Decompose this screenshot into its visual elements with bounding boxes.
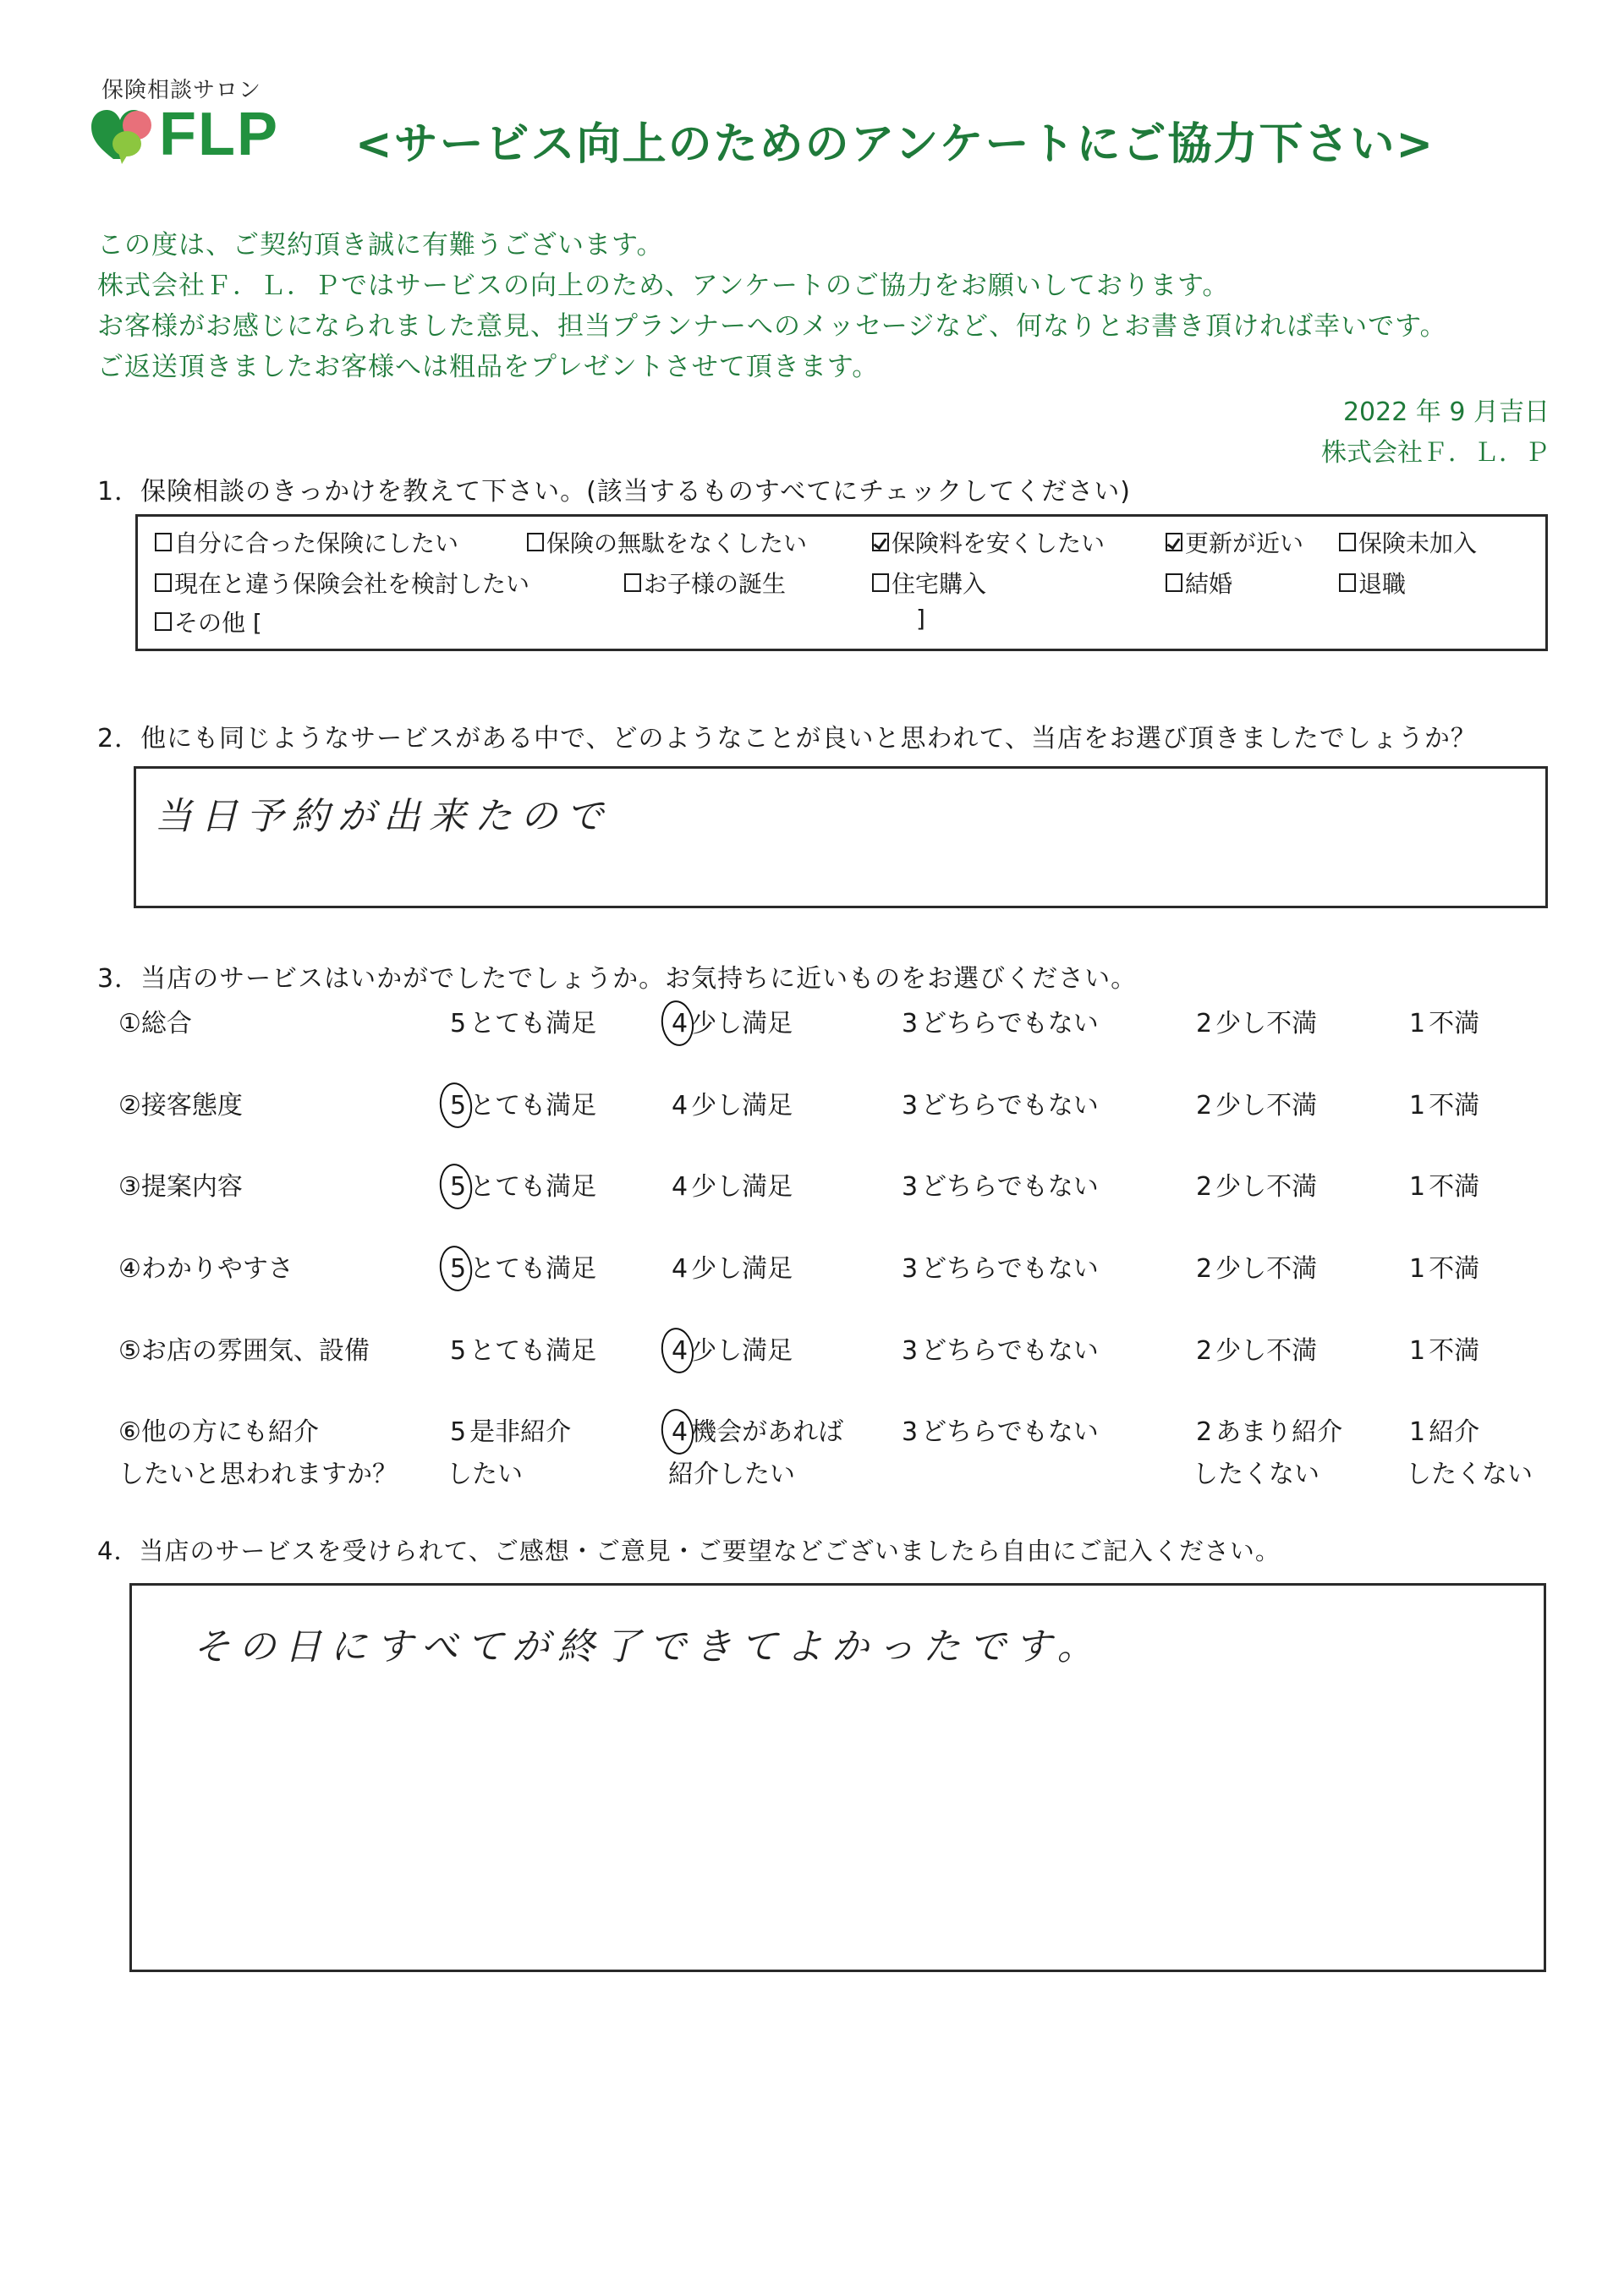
rating-text: 少し満足 (691, 1254, 793, 1284)
q3-row-label (118, 1329, 370, 1367)
q4-answer-box[interactable] (129, 1583, 1546, 1972)
q1-other-close-bracket: ] (916, 605, 925, 633)
q3-row-label (118, 1002, 192, 1039)
q1-option[interactable]: 結婚 (1166, 566, 1232, 600)
rating-option[interactable] (447, 1084, 596, 1121)
checkbox-checked-icon[interactable] (872, 533, 889, 551)
intro-line: この度は、ご契約頂き誠に有難うございます。 (97, 230, 664, 260)
rating-text: とても満足 (469, 1091, 597, 1121)
heart-logo-icon (90, 107, 157, 166)
rating-number-circled: 5 (447, 1254, 469, 1284)
rating-text: 少し満足 (691, 1009, 793, 1038)
rating-option[interactable] (1193, 1329, 1317, 1367)
rating-text: 不満 (1429, 1009, 1480, 1038)
rating-number: 3 (902, 1254, 919, 1284)
rating-number-circled: 5 (447, 1172, 469, 1202)
q2-handwritten-answer: 当日予約が出来たので (155, 795, 612, 838)
q2-answer-box[interactable] (134, 766, 1548, 908)
rating-number: 3 (902, 1417, 919, 1447)
rating-number: 1 (1409, 1417, 1426, 1447)
intro-line: お客様がお感じになられました意見、担当プランナーへのメッセージなど、何なりとお書き頂ければ幸いです。 (97, 311, 1447, 342)
rating-text: 少し不満 (1215, 1336, 1318, 1366)
q1-option[interactable]: 現在と違う保険会社を検討したい (155, 566, 529, 600)
rating-number: 3 (902, 1091, 919, 1121)
q3-row-label (118, 1084, 243, 1121)
row-label-line: ①総合 (118, 1009, 192, 1038)
checkbox-icon[interactable] (155, 573, 172, 592)
rating-number: 5 (450, 1009, 467, 1038)
checkbox-icon[interactable] (1339, 573, 1356, 592)
rating-text: 少し満足 (691, 1172, 793, 1202)
rating-option[interactable] (447, 1165, 596, 1203)
logo-subtitle: 保険相談サロン (102, 78, 262, 103)
rating-option[interactable] (898, 1002, 1099, 1039)
rating-option[interactable] (1193, 1165, 1317, 1203)
intro-line: ご返送頂きましたお客様へは粗品をプレゼントさせて頂きます。 (97, 352, 880, 382)
rating-text: どちらでもない (921, 1417, 1099, 1447)
rating-option[interactable] (447, 1247, 596, 1285)
rating-option[interactable] (1406, 1165, 1479, 1203)
q1-option[interactable]: 保険の無駄をなくしたい (527, 525, 807, 559)
row-label-line: ⑤お店の雰囲気、設備 (118, 1336, 370, 1366)
rating-option[interactable] (668, 1247, 793, 1285)
rating-option[interactable] (447, 1329, 596, 1367)
rating-number: 1 (1409, 1254, 1426, 1284)
row-label-line: ②接客態度 (118, 1091, 243, 1121)
q1-options-box (135, 514, 1548, 651)
rating-option[interactable] (898, 1247, 1099, 1285)
rating-number-circled: 4 (668, 1417, 691, 1447)
intro-line: 株式会社Ｆ．Ｌ．Ｐではサービスの向上のため、アンケートのご協力をお願いしております。 (97, 271, 1230, 301)
row-label-line: ④わかりやすさ (118, 1254, 294, 1284)
company-name: 株式会社Ｆ．Ｌ．Ｐ (1321, 438, 1550, 468)
rating-text: 少し不満 (1215, 1172, 1318, 1202)
q1-question: 1．保険相談のきっかけを教えて下さい。(該当するものすべてにチェックしてください) (97, 477, 1131, 507)
row-label-line: ③提案内容 (118, 1172, 243, 1202)
rating-number: 5 (450, 1336, 467, 1366)
rating-option[interactable] (668, 1411, 843, 1490)
rating-text: とても満足 (469, 1336, 597, 1366)
rating-option[interactable] (1406, 1247, 1479, 1285)
rating-number: 3 (902, 1172, 919, 1202)
rating-number: 2 (1196, 1172, 1213, 1202)
rating-text: 是非紹介 (469, 1417, 572, 1447)
rating-number: 2 (1196, 1336, 1213, 1366)
q1-option[interactable]: 退職 (1339, 566, 1406, 600)
rating-text: 機会があれば (691, 1417, 844, 1447)
rating-text: 不満 (1429, 1172, 1480, 1202)
q3-row-label (118, 1411, 398, 1490)
rating-number: 4 (672, 1091, 689, 1121)
q3-row-label (118, 1165, 243, 1203)
rating-number: 2 (1196, 1417, 1213, 1447)
rating-number: 5 (450, 1417, 467, 1447)
q1-option[interactable]: 住宅購入 (872, 566, 986, 600)
rating-option[interactable] (1193, 1247, 1317, 1285)
rating-text: 不満 (1429, 1091, 1480, 1121)
rating-option[interactable] (1406, 1002, 1479, 1039)
checkbox-icon[interactable] (872, 573, 889, 592)
checkbox-icon[interactable] (624, 573, 641, 592)
rating-number: 3 (902, 1336, 919, 1366)
page-title: <サービス向上のためのアンケートにご協力下さい> (355, 119, 1435, 170)
checkbox-icon[interactable] (155, 533, 172, 551)
checkbox-icon[interactable] (527, 533, 544, 551)
rating-text: とても満足 (469, 1254, 597, 1284)
rating-number-circled: 5 (447, 1091, 469, 1121)
q1-option[interactable]: 保険未加入 (1339, 525, 1477, 559)
rating-number: 4 (672, 1172, 689, 1202)
row-label-line: したいと思われますか？ (118, 1460, 398, 1489)
q1-option[interactable]: 自分に合った保険にしたい (155, 525, 458, 559)
q4-handwritten-answer: その日にすべてが終了できてよかったです。 (193, 1625, 1103, 1669)
q1-option-other[interactable]: その他 [ (155, 605, 262, 638)
q2-question: 2．他にも同じようなサービスがある中で、どのようなことが良いと思われて、当店をお選び頂きましたでしょうか？ (97, 724, 1477, 753)
rating-text: あまり紹介 (1215, 1417, 1343, 1447)
q1-option[interactable]: お子様の誕生 (624, 566, 786, 600)
q3-question: 3．当店のサービスはいかがでしたでしょうか。お気持ちに近いものをお選びください。 (97, 964, 1138, 994)
rating-option[interactable] (447, 1002, 596, 1039)
rating-text-line2: 紹介したい (668, 1460, 795, 1489)
rating-number: 2 (1196, 1091, 1213, 1121)
rating-text: 不満 (1429, 1254, 1480, 1284)
rating-text: どちらでもない (921, 1091, 1099, 1121)
rating-text: 少し不満 (1215, 1009, 1318, 1038)
rating-number: 1 (1409, 1336, 1426, 1366)
issue-date: 2022 年 9 月吉日 (1342, 397, 1550, 427)
rating-option[interactable] (668, 1165, 793, 1203)
rating-text-line2: したい (447, 1460, 523, 1489)
rating-option[interactable] (898, 1411, 1099, 1448)
rating-number-circled: 4 (668, 1336, 691, 1366)
rating-text: とても満足 (469, 1009, 597, 1038)
rating-option[interactable] (668, 1002, 793, 1039)
rating-number: 2 (1196, 1009, 1213, 1038)
rating-option[interactable] (898, 1165, 1099, 1203)
q1-option[interactable]: 更新が近い (1166, 525, 1303, 559)
rating-number: 3 (902, 1009, 919, 1038)
rating-number: 1 (1409, 1091, 1426, 1121)
checkbox-checked-icon[interactable] (1166, 533, 1182, 551)
rating-text: 少し不満 (1215, 1091, 1318, 1121)
q1-option[interactable]: 保険料を安くしたい (872, 525, 1105, 559)
rating-option[interactable] (447, 1411, 571, 1490)
checkbox-icon[interactable] (1339, 533, 1356, 551)
rating-option[interactable] (1406, 1329, 1479, 1367)
rating-number: 4 (672, 1254, 689, 1284)
rating-option[interactable] (898, 1084, 1099, 1121)
rating-option[interactable] (668, 1329, 793, 1367)
rating-option[interactable] (1406, 1411, 1533, 1490)
rating-text: どちらでもない (921, 1336, 1099, 1366)
logo-text: FLP (159, 101, 279, 168)
checkbox-icon[interactable] (1166, 573, 1182, 592)
rating-option[interactable] (1193, 1084, 1317, 1121)
rating-text: 少し不満 (1215, 1254, 1318, 1284)
rating-option[interactable] (668, 1084, 793, 1121)
rating-option[interactable] (898, 1329, 1099, 1367)
rating-text: どちらでもない (921, 1172, 1099, 1202)
rating-text: 不満 (1429, 1336, 1480, 1366)
q3-row-label (118, 1247, 294, 1285)
row-label-line: ⑥他の方にも紹介 (118, 1417, 319, 1447)
rating-text-line2: したくない (1193, 1460, 1320, 1489)
checkbox-icon[interactable] (155, 612, 172, 631)
rating-option[interactable] (1406, 1084, 1479, 1121)
rating-text: どちらでもない (921, 1009, 1099, 1038)
rating-text: 少し満足 (691, 1336, 793, 1366)
rating-text: とても満足 (469, 1172, 597, 1202)
rating-number-circled: 4 (668, 1009, 691, 1038)
rating-text: 少し満足 (691, 1091, 793, 1121)
rating-number: 1 (1409, 1009, 1426, 1038)
q4-question: 4．当店のサービスを受けられて、ご感想・ご意見・ご要望などございましたら自由にご記入ください。 (97, 1537, 1281, 1565)
rating-option[interactable] (1193, 1002, 1317, 1039)
rating-number: 2 (1196, 1254, 1213, 1284)
rating-text-line2: したくない (1406, 1460, 1533, 1489)
rating-text: どちらでもない (921, 1254, 1099, 1284)
rating-option[interactable] (1193, 1411, 1342, 1490)
rating-number: 1 (1409, 1172, 1426, 1202)
rating-text: 紹介 (1429, 1417, 1480, 1447)
